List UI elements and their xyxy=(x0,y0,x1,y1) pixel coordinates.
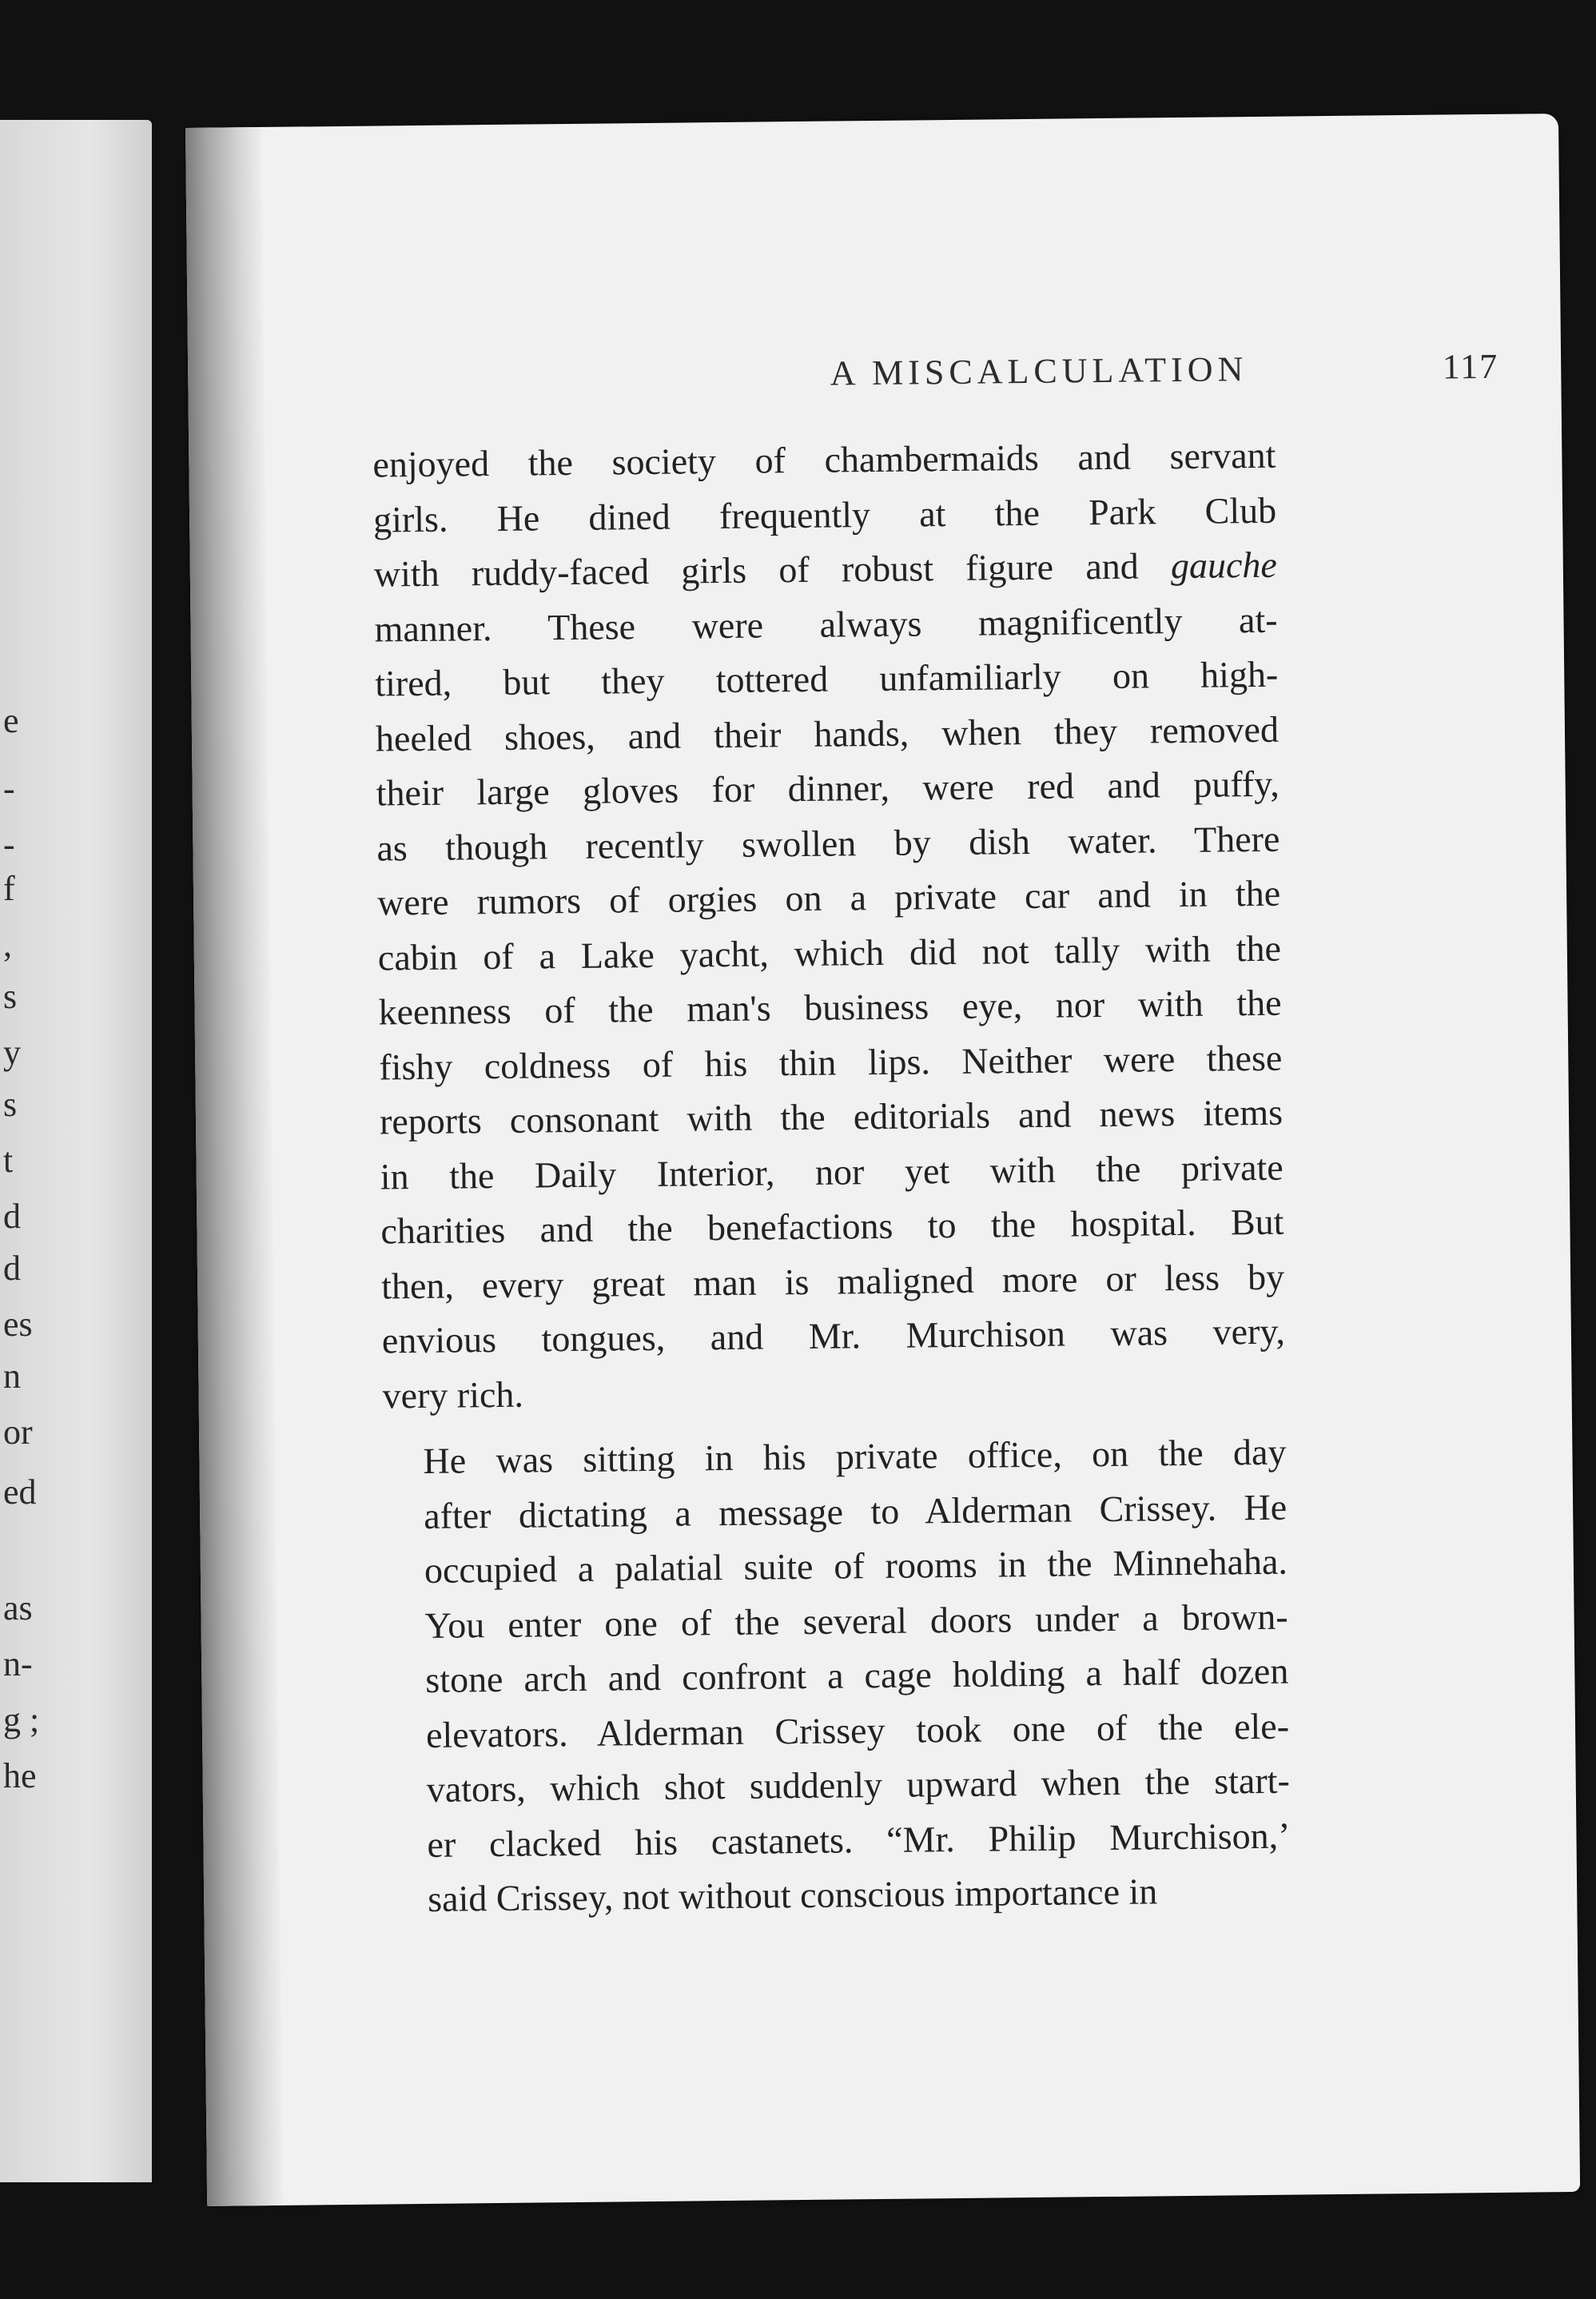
text-line: cabin of a Lake yacht, which did not tally with the xyxy=(377,927,1282,978)
text-line: tired, but they tottered unfamiliarly on high- xyxy=(375,653,1279,704)
text-line: elevators. Alderman Crissey took one of the ele- xyxy=(425,1705,1290,1755)
text-line: He was sitting in his private office, on the day xyxy=(423,1431,1287,1481)
text-line: their large gloves for dinner, were red and puffy, xyxy=(376,763,1280,814)
text-line: fishy coldness of his thin lips. Neither were these xyxy=(379,1037,1283,1088)
text-line: in the Daily Interior, nor yet with the private xyxy=(380,1146,1284,1197)
previous-page-fragment: e xyxy=(3,701,19,740)
previous-page-fragment: d xyxy=(3,1249,21,1288)
text-line: with ruddy-faced girls of robust figure and gauche xyxy=(373,544,1278,595)
text-line: enjoyed the society of chambermaids and servant xyxy=(372,434,1276,485)
previous-page-fragment: , xyxy=(3,925,12,964)
text-line: heeled shoes, and their hands, when they removed xyxy=(375,708,1280,759)
body-text xyxy=(372,428,1291,1927)
previous-page-fragment: g ; xyxy=(3,1700,40,1739)
text-line: said Crissey, not without conscious importance in xyxy=(427,1871,1158,1919)
text-line: stone arch and confront a cage holding a half dozen xyxy=(425,1650,1289,1700)
page-header xyxy=(603,346,1499,420)
previous-page-fragment: or xyxy=(3,1412,33,1452)
paragraph xyxy=(372,428,1286,1424)
previous-page-fragment: f xyxy=(3,869,15,908)
previous-page-fragment: ed xyxy=(3,1472,37,1512)
previous-page-fragment: n- xyxy=(3,1644,33,1683)
page-number: 117 xyxy=(1442,346,1499,387)
running-head: A MISCALCULATION xyxy=(830,349,1248,393)
paragraph xyxy=(383,1425,1291,1927)
previous-page-fragment: y xyxy=(3,1033,21,1072)
previous-page-fragment: es xyxy=(3,1305,33,1344)
text-line: occupied a palatial suite of rooms in the Minnehaha. xyxy=(424,1540,1288,1591)
text-line: charities and the benefactions to the hospital. But xyxy=(380,1201,1284,1252)
previous-page-fragment: he xyxy=(3,1756,37,1795)
text-line: You enter one of the several doors under a brown- xyxy=(424,1596,1288,1646)
previous-page-fragment: s xyxy=(3,1085,18,1124)
text-line: manner. These were always magnificently at- xyxy=(374,599,1278,650)
book-page xyxy=(185,114,1580,2206)
text-line: very rich. xyxy=(382,1373,524,1416)
text-line: er clacked his castanets. “Mr. Philip Murchison,’ xyxy=(427,1815,1291,1865)
text-line: were rumors of orgies on a private car and in the xyxy=(376,872,1281,923)
previous-page-fragment: - xyxy=(3,825,15,864)
text-line: then, every great man is maligned more or less by xyxy=(380,1256,1285,1307)
text-line: reports consonant with the editorials and news items xyxy=(379,1091,1284,1142)
previous-page-fragment: - xyxy=(3,769,15,808)
text-line: girls. He dined frequently at the Park Club xyxy=(372,489,1277,540)
text-line: keenness of the man's business eye, nor with the xyxy=(378,982,1282,1033)
italic-word: gauche xyxy=(1170,544,1278,587)
previous-page-edge xyxy=(0,120,152,2182)
text-line: vators, which shot suddenly upward when the start- xyxy=(426,1759,1290,1810)
previous-page-fragment: n xyxy=(3,1357,21,1396)
text-line: after dictating a message to Alderman Crissey. He xyxy=(423,1486,1288,1536)
previous-page-fragment: s xyxy=(3,977,18,1016)
previous-page-fragment: d xyxy=(3,1197,21,1236)
text-line: as though recently swollen by dish water. There xyxy=(376,818,1280,869)
previous-page-fragment: t xyxy=(3,1141,14,1180)
previous-page-fragment: as xyxy=(3,1588,33,1628)
text-line: envious tongues, and Mr. Murchison was very, xyxy=(381,1310,1286,1361)
